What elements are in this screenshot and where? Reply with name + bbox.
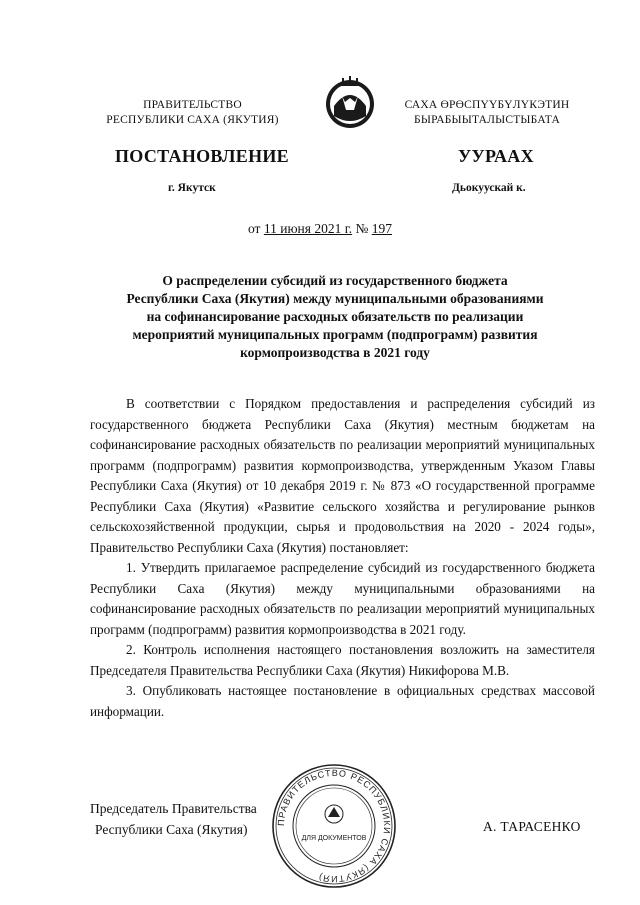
doc-title-russian: ПОСТАНОВЛЕНИЕ [115, 146, 289, 166]
date-line [0, 221, 640, 237]
header-right-line2: БЫРАБЫЫТАЛЫСТЫБАТА [414, 114, 560, 126]
clause-3-paragraph: 3. Опубликовать настоящее постановление в официальных средствах массовой информации. [90, 683, 595, 719]
clause-2-paragraph: 2. Контроль исполнения настоящего постановления возложить на заместителя Председателя Правительства Республики Саха (Якутия) Никифорова М.В. [90, 642, 595, 678]
subject-line: Республики Саха (Якутия) между муниципальными образованиями [126, 291, 544, 306]
number-sign: № [355, 221, 369, 236]
subject-line: на софинансирование расходных обязательств по реализации [146, 309, 524, 324]
header-right-line1: САХА ӨРӨСПҮҮБҮЛҮКЭТИН [404, 99, 570, 111]
signatory-position-line2: Республики Саха (Якутия) [95, 822, 248, 837]
yakutia-coat-of-arms-icon [320, 72, 380, 132]
clause-1-paragraph: 1. Утвердить прилагаемое распределение субсидий из государственного бюджета Республики Саха (Якутия) между муниципальными образованиями на софинансирование расходных обязательств по реализации мероприятий муниципальных программ (подпрограмм) развития кормопроизводства в 2021 году. [90, 560, 595, 637]
city-yakut: Дьокуускай к. [452, 182, 526, 194]
header-left-line2: РЕСПУБЛИКИ САХА (ЯКУТИЯ) [106, 114, 279, 126]
signatory-name: А. ТАРАСЕНКО [483, 819, 581, 834]
document-number: 197 [371, 221, 392, 236]
subject-line: мероприятий муниципальных программ (подпрограмм) развития [132, 327, 538, 342]
document-date: 11 июня 2021 г. [263, 221, 353, 236]
date-prefix: от [247, 221, 261, 236]
subject-line: О распределении субсидий из государственного бюджета [162, 273, 508, 288]
subject-line: кормопроизводства в 2021 году [240, 345, 430, 360]
document-body [90, 394, 595, 722]
document-subject [95, 272, 575, 362]
signatory-position [90, 798, 257, 840]
signatory-position-line1: Председатель Правительства [90, 801, 257, 816]
doc-title-yakut: УУРААХ [458, 146, 534, 166]
seal-inner-text: ДЛЯ ДОКУМЕНТОВ [301, 835, 367, 842]
header-left [80, 98, 305, 128]
preamble-paragraph: В соответствии с Порядком предоставления и распределения субсидий из государственного бюджета Республики Саха (Якутия) местным бюджетам на софинансирование расходных обязательств по реализации мероприятий муниципальных программ (подпрограмм) развития кормопроизводства, утвержденным Указом Главы Республики Саха (Якутия) от 10 декабря 2019 г. № 873 «О государственной программе Республики Саха (Якутия) «Развитие сельского хозяйства и регулирование рынков сельскохозяйственной продукции, сырья и продовольствия на 2020 - 2024 годы», Правительство Республики Саха (Якутия) постановляет: [90, 396, 595, 555]
city-russian: г. Якутск [168, 182, 216, 194]
header-right [372, 98, 602, 128]
official-round-seal-icon [270, 762, 398, 890]
seal-outer-text: ПРАВИТЕЛЬСТВО РЕСПУБЛИКИ САХА (ЯКУТИЯ) [275, 767, 393, 885]
header-left-line1: ПРАВИТЕЛЬСТВО [143, 99, 242, 111]
